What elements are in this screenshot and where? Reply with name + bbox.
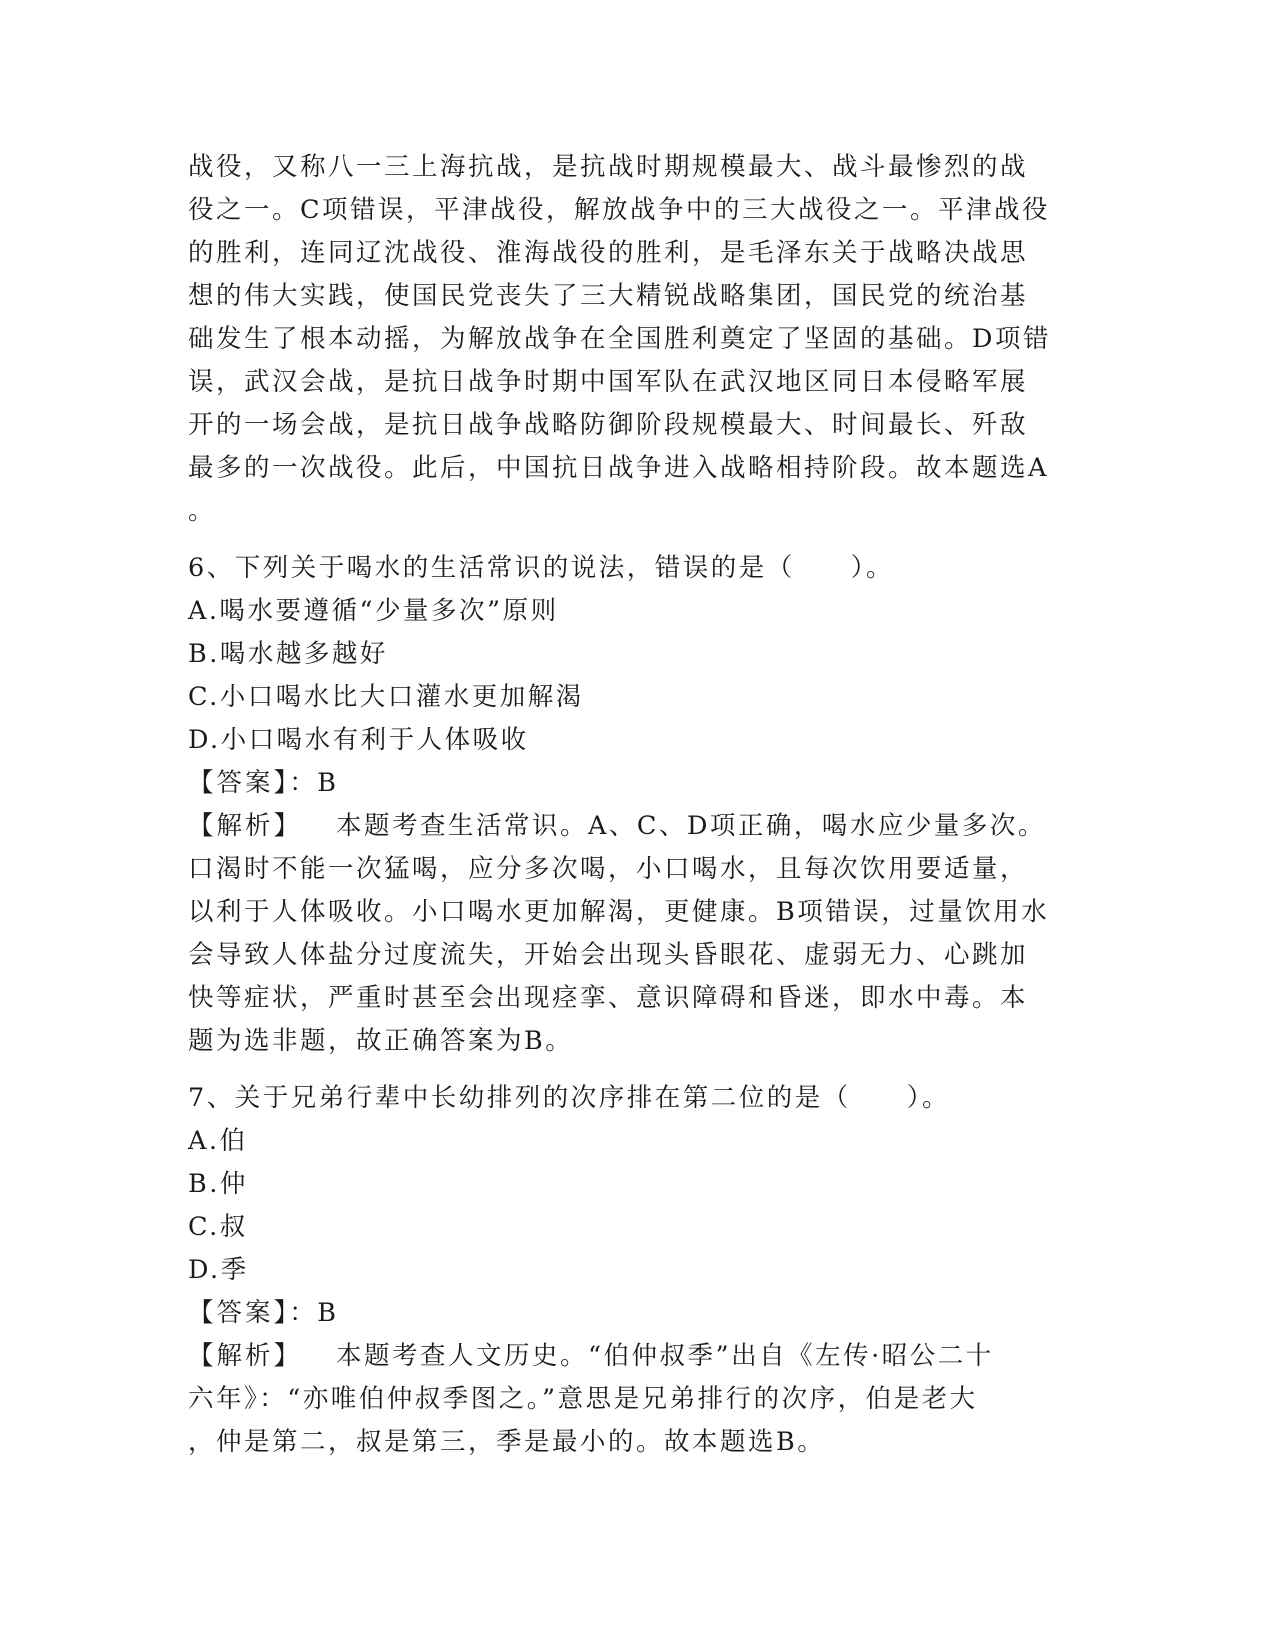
document-page — [188, 146, 1088, 1464]
option-c: C.小口喝水比大口灌水更加解渴 — [188, 682, 584, 712]
answer-label: 【答案】 — [188, 768, 290, 798]
answer-label: 【答案】 — [188, 1298, 290, 1328]
explanation-line: 题为选非题，故正确答案为B。 — [188, 1026, 574, 1056]
option-a: A.喝水要遵循“少量多次”原则 — [188, 596, 559, 626]
option-b: B.喝水越多越好 — [188, 639, 388, 669]
option-d: D.季 — [188, 1255, 249, 1285]
text-line: 役之一。C项错误，平津战役，解放战争中的三大战役之一。平津战役 — [188, 195, 1051, 225]
explanation-line: 会导致人体盐分过度流失，开始会出现头昏眼花、虚弱无力、心跳加 — [188, 940, 1029, 970]
text-line: 开的一场会战，是抗日战争战略防御阶段规模最大、时间最长、歼敌 — [188, 410, 1029, 440]
option-b: B.仲 — [188, 1169, 248, 1199]
question-7 — [188, 1077, 1088, 1464]
text-line: 。 — [188, 496, 217, 526]
explanation-line: 快等症状，严重时甚至会出现痉挛、意识障碍和昏迷，即水中毒。本 — [188, 983, 1029, 1013]
text-line: 想的伟大实践，使国民党丧失了三大精锐战略集团，国民党的统治基 — [188, 281, 1029, 311]
explanation-line: 以利于人体吸收。小口喝水更加解渴，更健康。B项错误，过量饮用水 — [188, 897, 1050, 927]
answer-value: ：B — [289, 768, 339, 798]
explanation-label: 【解析】 — [188, 811, 303, 841]
text-line: 最多的一次战役。此后，中国抗日战争进入战略相持阶段。故本题选A — [188, 453, 1049, 483]
question-6 — [188, 547, 1088, 1063]
question-title: 6、下列关于喝水的生活常识的说法，错误的是（ ）。 — [188, 553, 894, 583]
explanation-line: 六年》：“亦唯伯仲叔季图之。”意思是兄弟排行的次序，伯是老大 — [188, 1384, 978, 1414]
explanation-label: 【解析】 — [188, 1341, 303, 1371]
option-d: D.小口喝水有利于人体吸收 — [188, 725, 529, 755]
answer-line — [188, 762, 1088, 805]
explanation-text: 本题考查人文历史。“伯仲叔季”出自《左传·昭公二十 — [336, 1341, 994, 1371]
explanation-line: ，仲是第二，叔是第三，季是最小的。故本题选B。 — [188, 1427, 826, 1457]
text-line: 战役，又称八一三上海抗战，是抗战时期规模最大、战斗最惨烈的战 — [188, 152, 1029, 182]
answer-line — [188, 1292, 1088, 1335]
question-title: 7、关于兄弟行辈中长幼排列的次序排在第二位的是（ ）。 — [188, 1083, 950, 1113]
explanation-line — [188, 805, 1088, 848]
explanation-text: 本题考查生活常识。A、C、D项正确，喝水应少量多次。 — [336, 811, 1046, 841]
option-a: A.伯 — [188, 1126, 248, 1156]
text-line: 础发生了根本动摇，为解放战争在全国胜利奠定了坚固的基础。D项错 — [188, 324, 1051, 354]
answer-value: ：B — [289, 1298, 339, 1328]
explanation-line: 口渴时不能一次猛喝，应分多次喝，小口喝水，且每次饮用要适量， — [188, 854, 1029, 884]
text-line: 的胜利，连同辽沈战役、淮海战役的胜利，是毛泽东关于战略决战思 — [188, 238, 1029, 268]
previous-explanation-continuation — [188, 146, 1088, 533]
option-c: C.叔 — [188, 1212, 248, 1242]
explanation-line — [188, 1335, 1088, 1378]
text-line: 误，武汉会战，是抗日战争时期中国军队在武汉地区同日本侵略军展 — [188, 367, 1029, 397]
